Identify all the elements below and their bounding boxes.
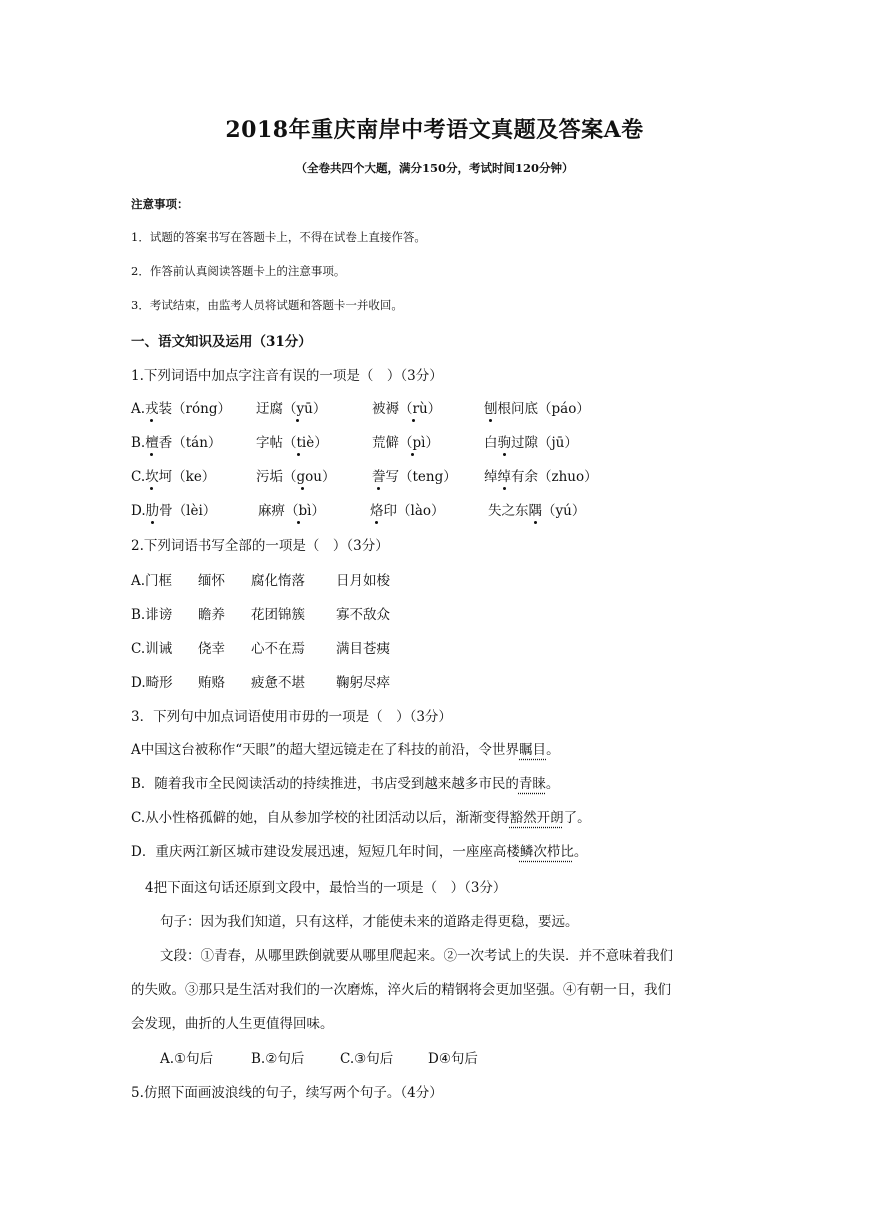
question-2-stem: 2.下列词语书写全部的一项是（ ）（3分） <box>131 538 389 554</box>
question-4-paragraph: 文段：①青春，从哪里跌倒就要从哪里爬起来。②一次考试上的失误．并不意味着我们 <box>160 948 673 964</box>
question-3-option-c: C.从小性格孤僻的她，自从参加学校的社团活动以后，渐渐变得豁然开朗了。 <box>131 810 591 826</box>
option-word: 白驹过隙（jū） <box>484 431 578 451</box>
option-word: 刨根问底（páo） <box>484 397 590 417</box>
option-word: 心不在焉 <box>251 641 305 657</box>
option-word: 贿赂 <box>198 675 225 691</box>
option-word: D④句后 <box>428 1051 478 1067</box>
question-3-stem: 3．下列句中加点词语使用市毋的一项是（ ）（3分） <box>131 709 452 725</box>
option-word: 污垢（gou） <box>256 465 335 485</box>
option-word: 绰绰有余（zhuo） <box>484 465 598 485</box>
option-d-label: D.肋骨（lèi） <box>131 499 216 519</box>
option-word: 疲惫不堪 <box>251 675 305 691</box>
option-word: 迂腐（yū） <box>256 397 326 417</box>
option-c-label: C.坎坷（ke） <box>131 465 215 485</box>
question-4-paragraph: 的失败。③那只是生活对我们的一次磨炼，淬火后的精钢将会更加坚强。④有朝一日，我们 <box>131 982 671 998</box>
option-word: 麻痹（bì） <box>258 499 325 519</box>
question-4-paragraph: 会发现，曲折的人生更值得回味。 <box>131 1016 334 1032</box>
option-word: C.训诫 <box>131 641 173 657</box>
question-5-stem: 5.仿照下面画波浪线的句子，续写两个句子。（4分） <box>131 1085 443 1101</box>
question-3-option-d: D．重庆两江新区城市建设发展迅速，短短几年时间，一座座高楼鳞次栉比。 <box>131 844 588 860</box>
option-word: B.诽谤 <box>131 607 173 623</box>
option-a-label: A.戎装（róng） <box>131 397 231 417</box>
section-heading: 一、语文知识及运用（31分） <box>131 334 312 350</box>
option-word: D.畸形 <box>131 675 173 691</box>
option-word: 被褥（rù） <box>372 397 441 417</box>
option-word: 鞠躬尽瘁 <box>336 675 390 691</box>
option-b-label: B.檀香（tán） <box>131 431 221 451</box>
note-item: 2．作答前认真阅读答题卡上的注意事项。 <box>131 264 346 278</box>
option-word: 字帖（tiè） <box>256 431 328 451</box>
option-word: 誊写（teng） <box>372 465 457 485</box>
option-word: 失之东隅（yú） <box>488 499 585 519</box>
option-word: 日月如梭 <box>336 573 390 589</box>
option-word: 瞻养 <box>198 607 225 623</box>
question-1-stem: 1.下列词语中加点字注音有误的一项是（ ）（3分） <box>131 368 443 384</box>
option-word: 荒僻（pì） <box>372 431 439 451</box>
question-3-option-b: B．随着我市全民阅读活动的持续推进，书店受到越来越多市民的青睐。 <box>131 776 560 792</box>
question-4-sentence: 句子：因为我们知道，只有这样，才能使未来的道路走得更稳，要远。 <box>160 914 579 930</box>
option-word: 缅怀 <box>198 573 225 589</box>
option-word: 侥幸 <box>198 641 225 657</box>
option-word: 满目苍痍 <box>336 641 390 657</box>
notes-heading: 注意事项： <box>131 197 189 211</box>
exam-title: 2018年重庆南岸中考语文真题及答案A卷 <box>225 117 644 143</box>
question-3-option-a: A中国这台被称作“天眼”的超大望远镜走在了科技的前沿，令世界瞩目。 <box>131 742 560 758</box>
option-word: 腐化惰落 <box>251 573 305 589</box>
option-word: C.③句后 <box>340 1051 394 1067</box>
note-item: 3．考试结束，由监考人员将试题和答题卡一并收回。 <box>131 298 403 312</box>
question-4-stem: 4把下面这句话还原到文段中，最恰当的一项是（ ）（3分） <box>145 880 507 896</box>
option-word: 花团锦簇 <box>251 607 305 623</box>
option-word: 烙印（lào） <box>370 499 445 519</box>
option-word: A.门框 <box>131 573 173 589</box>
exam-subtitle: （全卷共四个大题，满分150分，考试时间120分钟） <box>295 161 574 175</box>
option-word: 寡不敌众 <box>336 607 390 623</box>
note-item: 1．试题的答案书写在答题卡上，不得在试卷上直接作答。 <box>131 230 426 244</box>
option-word: B.②句后 <box>251 1051 305 1067</box>
option-word: A.①句后 <box>160 1051 214 1067</box>
